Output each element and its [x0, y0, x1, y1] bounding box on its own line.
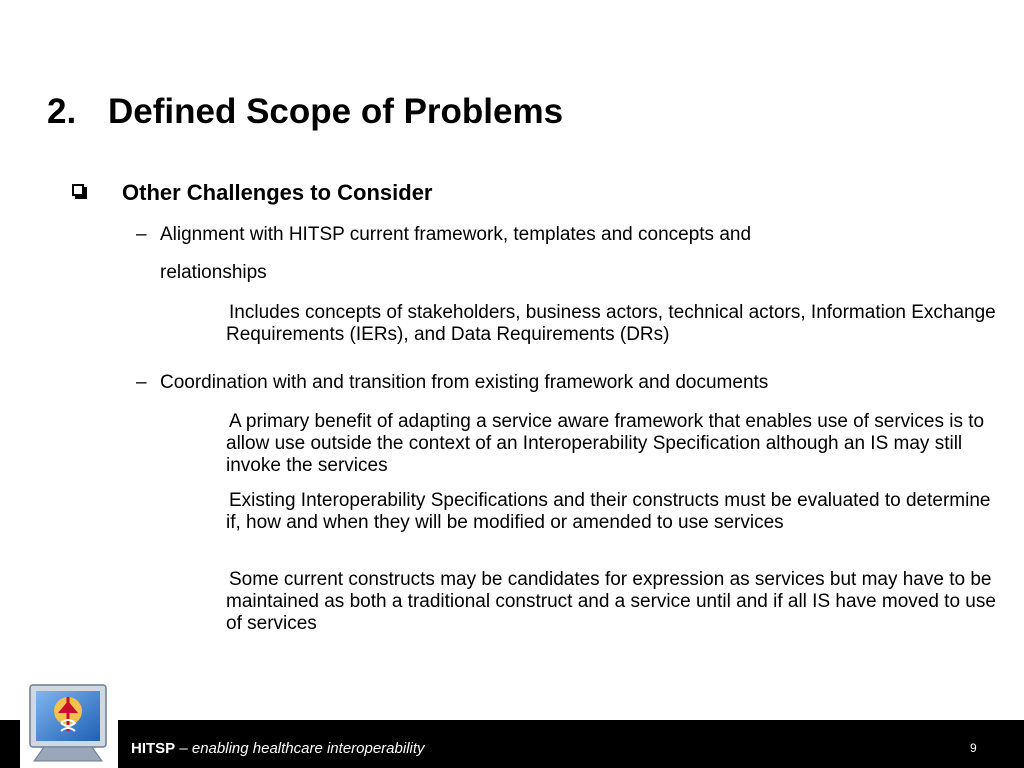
hitsp-logo-icon	[28, 683, 110, 763]
detail-paragraph: Some current constructs may be candidates for expression as services but may have to be maintained as both a traditional construct and a service until and if all IS have moved to use of services	[226, 569, 996, 634]
footer-tagline: enabling healthcare interoperability	[191, 740, 425, 757]
detail-paragraph: Includes concepts of stakeholders, business actors, technical actors, Information Exchange Requirements (IERs), and Data Requirements (DRs)	[226, 302, 996, 345]
footer-text	[131, 740, 425, 757]
dash-bullet: –	[136, 372, 147, 393]
footer-brand: HITSP	[131, 740, 176, 757]
detail-paragraph: A primary benefit of adapting a service aware framework that enables use of services is to allow use outside the context of an Interoperability Specification although an IS may still invoke the services	[226, 411, 985, 476]
dash-bullet: –	[136, 224, 147, 245]
list-item-line: relationships	[160, 262, 267, 283]
footer-separator: –	[175, 740, 192, 757]
checkbox-bullet-icon	[72, 184, 84, 196]
page-number: 9	[970, 741, 977, 755]
title-text: Defined Scope of Problems	[108, 92, 564, 131]
detail-paragraph: Existing Interoperability Specifications and their constructs must be evaluated to determine if, how and when they will be modified or amended to use services	[226, 490, 991, 533]
list-item-line: Coordination with and transition from existing framework and documents	[160, 372, 769, 393]
slide-title	[47, 92, 563, 132]
title-number: 2.	[47, 92, 77, 131]
list-item-line: Alignment with HITSP current framework, templates and concepts and	[160, 224, 752, 245]
section-heading: Other Challenges to Consider	[122, 180, 433, 205]
list-item-text	[160, 216, 880, 292]
